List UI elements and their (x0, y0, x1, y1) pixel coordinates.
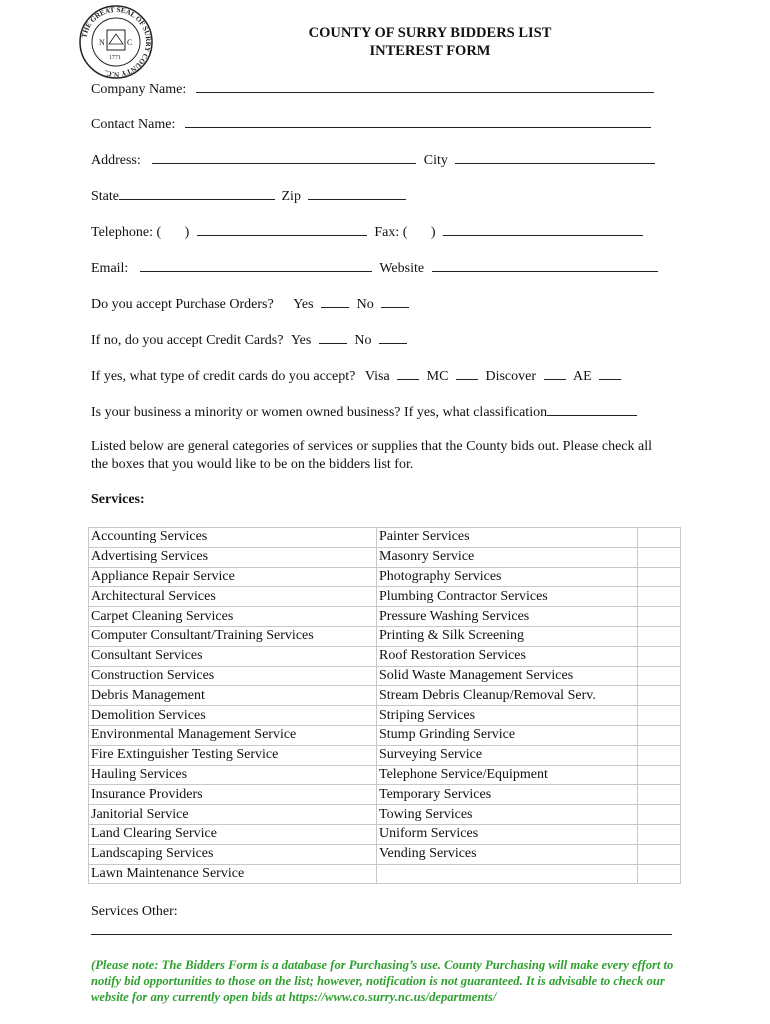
service-left-cell[interactable]: Computer Consultant/Training Services (89, 626, 377, 646)
service-left-cell[interactable]: Insurance Providers (89, 785, 377, 805)
service-right-cell[interactable]: Surveying Service (377, 745, 638, 765)
state-field[interactable] (119, 187, 275, 200)
telephone-paren: ) (184, 225, 190, 240)
service-right-cell[interactable]: Stump Grinding Service (377, 725, 638, 745)
telephone-label: Telephone: ( (91, 225, 162, 240)
table-row (89, 706, 681, 726)
service-right-cell[interactable]: Temporary Services (377, 785, 638, 805)
table-row (89, 547, 681, 567)
table-row (89, 725, 681, 745)
service-right-cell[interactable]: Printing & Silk Screening (377, 626, 638, 646)
service-right-cell[interactable]: Uniform Services (377, 824, 638, 844)
form-subtitle: INTEREST FORM (369, 43, 491, 59)
email-label: Email: (91, 261, 129, 276)
discover-field[interactable] (544, 367, 566, 380)
checkbox-cell[interactable] (638, 666, 681, 686)
checkbox-cell[interactable] (638, 844, 681, 864)
checkbox-cell[interactable] (638, 547, 681, 567)
po-question: Do you accept Purchase Orders? (91, 297, 274, 312)
checkbox-cell[interactable] (638, 805, 681, 825)
service-left-cell[interactable]: Janitorial Service (89, 805, 377, 825)
service-right-cell[interactable]: Vending Services (377, 844, 638, 864)
po-row (91, 295, 409, 313)
table-row (89, 745, 681, 765)
service-right-cell[interactable]: Stream Debris Cleanup/Removal Serv. (377, 686, 638, 706)
city-label: City (423, 153, 448, 168)
service-right-cell[interactable]: Painter Services (377, 528, 638, 548)
seal-c: C (127, 38, 133, 47)
purchasing-note: (Please note: The Bidders Form is a database for Purchasing’s use. County Purchasing will make every effort to notify bid opportunities to those on the list; however, notification is not guaranteed. It is advisable to check our website for any currently open bids at https://www.co.surry.nc.us/departments/ (91, 958, 674, 1004)
address-label: Address: (91, 153, 141, 168)
visa-field[interactable] (397, 367, 419, 380)
service-left-cell[interactable]: Architectural Services (89, 587, 377, 607)
contact-name-field[interactable] (185, 115, 651, 128)
service-left-cell[interactable]: Appliance Repair Service (89, 567, 377, 587)
contact-name-row (91, 115, 651, 133)
service-left-cell[interactable]: Landscaping Services (89, 844, 377, 864)
seal-year: 1771 (109, 55, 121, 61)
zip-label: Zip (281, 189, 301, 204)
table-row (89, 765, 681, 785)
checkbox-cell[interactable] (638, 587, 681, 607)
cc-no-field[interactable] (379, 331, 407, 344)
service-left-cell[interactable]: Consultant Services (89, 646, 377, 666)
email-website-row (91, 259, 658, 277)
table-row (89, 646, 681, 666)
cc-row (91, 331, 407, 349)
checkbox-cell[interactable] (638, 785, 681, 805)
services-table (88, 527, 681, 884)
service-right-cell[interactable]: Solid Waste Management Services (377, 666, 638, 686)
po-yes-label: Yes (293, 297, 314, 312)
checkbox-cell[interactable] (638, 528, 681, 548)
ae-field[interactable] (599, 367, 621, 380)
checkbox-cell[interactable] (638, 567, 681, 587)
service-right-cell[interactable]: Masonry Service (377, 547, 638, 567)
table-row (89, 607, 681, 627)
table-row (89, 864, 681, 884)
mc-label: MC (426, 369, 449, 384)
services-other-label: Services Other: (91, 904, 178, 919)
visa-label: Visa (364, 369, 390, 384)
table-row (89, 587, 681, 607)
checkbox-cell[interactable] (638, 646, 681, 666)
checkbox-cell[interactable] (638, 626, 681, 646)
company-name-field[interactable] (196, 80, 654, 93)
po-yes-field[interactable] (321, 295, 349, 308)
table-row (89, 528, 681, 548)
service-left-cell[interactable]: Advertising Services (89, 547, 377, 567)
service-left-cell[interactable]: Fire Extinguisher Testing Service (89, 745, 377, 765)
cc-no-label: No (354, 333, 372, 348)
service-right-cell[interactable]: Photography Services (377, 567, 638, 587)
website-field[interactable] (432, 259, 658, 272)
service-left-cell[interactable]: Environmental Management Service (89, 725, 377, 745)
checkbox-cell[interactable] (638, 706, 681, 726)
services-other-field[interactable] (91, 934, 672, 935)
contact-name-label: Contact Name: (91, 117, 176, 132)
phone-fax-row (91, 223, 643, 241)
service-right-cell[interactable]: Pressure Washing Services (377, 607, 638, 627)
service-left-cell[interactable]: Construction Services (89, 666, 377, 686)
service-right-cell[interactable]: Plumbing Contractor Services (377, 587, 638, 607)
service-right-cell[interactable]: Towing Services (377, 805, 638, 825)
checkbox-cell[interactable] (638, 725, 681, 745)
company-name-row (91, 80, 654, 98)
service-left-cell[interactable]: Land Clearing Service (89, 824, 377, 844)
table-row (89, 805, 681, 825)
checkbox-cell[interactable] (638, 864, 681, 884)
fax-paren: ) (430, 225, 436, 240)
email-field[interactable] (140, 259, 372, 272)
table-row (89, 626, 681, 646)
cc-yes-field[interactable] (319, 331, 347, 344)
city-field[interactable] (455, 151, 655, 164)
card-type-row (91, 367, 621, 385)
service-left-cell[interactable]: Debris Management (89, 686, 377, 706)
service-left-cell[interactable]: Accounting Services (89, 528, 377, 548)
checkbox-cell[interactable] (638, 607, 681, 627)
checkbox-cell[interactable] (638, 824, 681, 844)
minority-question: Is your business a minority or women owned business? If yes, what classification (91, 405, 548, 420)
telephone-field[interactable] (197, 223, 367, 236)
fax-field[interactable] (443, 223, 643, 236)
state-label: State (91, 189, 119, 204)
mc-field[interactable] (456, 367, 478, 380)
service-right-cell[interactable] (377, 864, 638, 884)
cc-question: If no, do you accept Credit Cards? (91, 333, 284, 348)
classification-field[interactable] (547, 403, 637, 416)
address-field[interactable] (152, 151, 416, 164)
company-name-label: Company Name: (91, 82, 187, 97)
table-row (89, 844, 681, 864)
state-zip-row (91, 187, 406, 205)
table-row (89, 686, 681, 706)
service-right-cell[interactable]: Striping Services (377, 706, 638, 726)
service-left-cell[interactable]: Hauling Services (89, 765, 377, 785)
services-heading: Services: (91, 492, 145, 507)
checkbox-cell[interactable] (638, 745, 681, 765)
service-left-cell[interactable]: Lawn Maintenance Service (89, 864, 377, 884)
website-label: Website (379, 261, 425, 276)
zip-field[interactable] (308, 187, 406, 200)
county-seal-logo (78, 4, 154, 80)
table-row (89, 824, 681, 844)
table-row (89, 666, 681, 686)
service-right-cell[interactable]: Telephone Service/Equipment (377, 765, 638, 785)
form-title: COUNTY OF SURRY BIDDERS LIST (308, 25, 552, 41)
card-type-question: If yes, what type of credit cards do you accept? (91, 369, 356, 384)
cc-yes-label: Yes (290, 333, 312, 348)
po-no-label: No (356, 297, 374, 312)
service-left-cell[interactable]: Demolition Services (89, 706, 377, 726)
ae-label: AE (573, 369, 592, 384)
discover-label: Discover (485, 369, 537, 384)
checkbox-cell[interactable] (638, 686, 681, 706)
svg-text:THE GREAT SEAL OF SURRY COUNTY: THE GREAT SEAL OF SURRY COUNTY N.C. (80, 5, 153, 79)
checkbox-cell[interactable] (638, 765, 681, 785)
minority-row (91, 403, 637, 421)
table-row (89, 785, 681, 805)
address-row (91, 151, 655, 169)
seal-n: N (99, 38, 105, 47)
service-right-cell[interactable]: Roof Restoration Services (377, 646, 638, 666)
table-row (89, 567, 681, 587)
po-no-field[interactable] (381, 295, 409, 308)
service-left-cell[interactable]: Carpet Cleaning Services (89, 607, 377, 627)
fax-label: Fax: ( (374, 225, 408, 240)
intro-paragraph: Listed below are general categories of services or supplies that the County bids out. Please check all the boxes that you would like to be on the bidders list for. (91, 439, 652, 472)
